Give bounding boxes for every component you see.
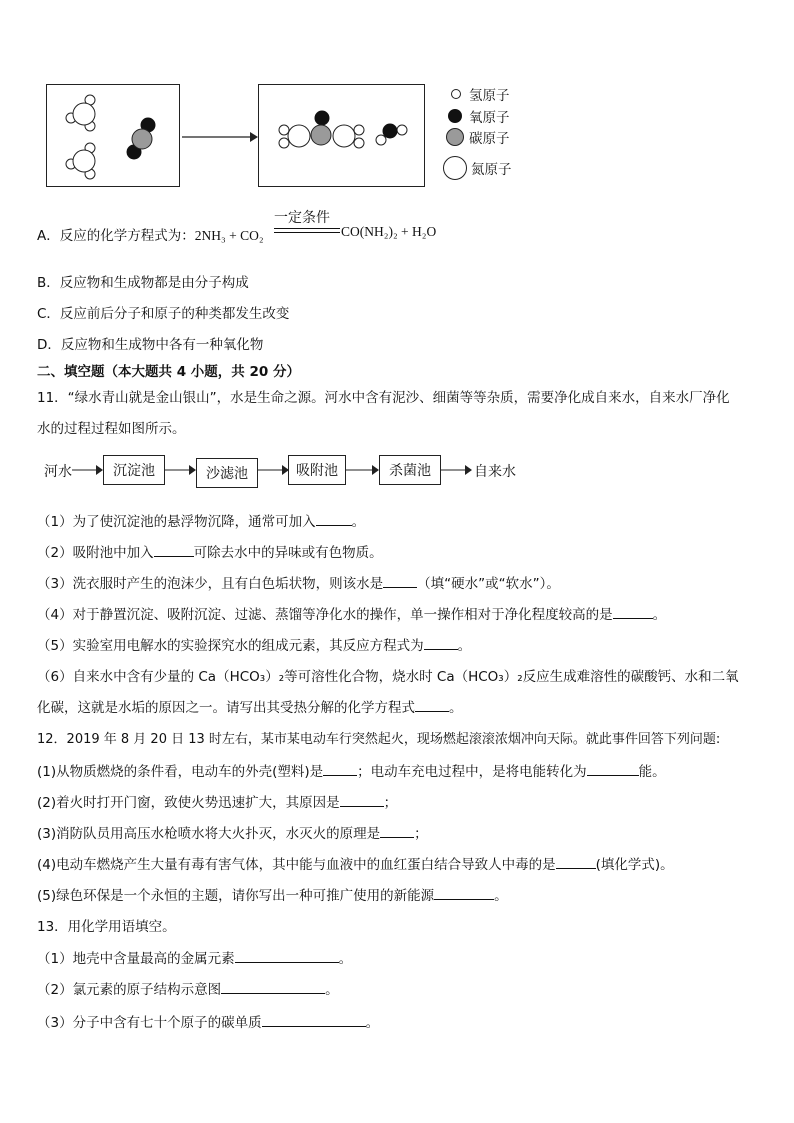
q11-part3-text: （3）洗衣服时产生的泡沫少，且有白色垢状物，则该水是 [37,576,384,592]
q12-part3-end: ； [414,826,428,842]
carbon-atom [132,129,152,149]
answer-blank[interactable] [587,761,639,776]
flow-arrow [258,463,290,477]
q11-part2-text: （2）吸附池中加入 [37,545,154,561]
carbon-atom-icon [445,127,465,147]
answer-blank[interactable] [221,979,325,994]
q12-part4-text: (4)电动车燃烧产生大量有毒有害气体，其中能与血液中的血红蛋白结合导致人中毒的是 [37,857,556,873]
legend-nitrogen [442,155,512,181]
q11-part4-end: 。 [652,607,667,623]
q13-part3-text: （3）分子中含有七十个原子的碳单质 [37,1015,262,1031]
q11-part2 [37,541,383,561]
reactants-molecules [46,84,180,187]
q11-part4-text: （4）对于静置沉淀、吸附沉淀、过滤、蒸馏等净化水的操作，单一操作相对于净化程度较高的是 [37,607,613,623]
answer-blank[interactable] [424,635,458,650]
section-title: 二、填空题（本大题共 4 小题，共 20 分） [37,364,300,380]
q11-part2-end: 可除去水中的异味或有色物质。 [193,545,383,561]
flow-arrow [346,463,380,477]
q12-part2-end: ； [383,795,398,811]
q11-part5-text: （5）实验室用电解水的实验探究水的组成元素，其反应方程式为 [37,638,424,654]
carbon-atom [311,125,331,145]
q12-part4-end: (填化学式)。 [595,857,674,873]
oxygen-atom [315,111,329,125]
nitrogen-atom [73,150,95,172]
answer-blank[interactable] [613,604,653,619]
hydrogen-atom [376,135,386,145]
products-molecules [258,84,425,187]
answer-blank[interactable] [380,823,414,838]
reaction-arrow [180,130,260,144]
q13-part2-end: 。 [325,982,339,998]
q13-part3 [37,1011,379,1031]
answer-blank[interactable] [316,511,352,526]
q11-part5-end: 。 [457,638,472,654]
q11-part3-end: （填“硬水”或“软水”）。 [417,576,560,592]
q11-part1-text: （1）为了使沉淀池的悬浮物沉降，通常可加入 [37,514,316,530]
q13-part2 [37,978,339,998]
oxygen-atom [383,124,397,138]
legend-label: 氧原子 [469,110,510,126]
q12-part5 [37,884,508,904]
flow-source: 河水 [44,464,72,480]
q12-part1-mid: ；电动车充电过程中，是将电能转化为 [357,764,587,780]
option-c: C．反应前后分子和原子的种类都发生改变 [37,306,290,322]
q12-part3 [37,822,428,842]
flow-arrow [441,463,473,477]
equation-rhs: CO(NH₂)₂ + H₂O [341,224,437,239]
q12-part5-text: (5)绿色环保是一个永恒的主题，请你写出一种可推广使用的新能源 [37,888,435,904]
q13-part1-text: （1）地壳中含量最高的金属元素 [37,951,235,967]
answer-blank[interactable] [383,573,417,588]
q12-part1-end: 能。 [638,764,666,780]
q11-part3 [37,572,560,592]
q11-part1-end: 。 [351,514,366,530]
equation-lhs: 2NH₃ + CO₂ [194,228,264,243]
equation-double-line [274,228,340,233]
hydrogen-atom-icon [448,86,464,102]
q13-part2-text: （2）氯元素的原子结构示意图 [37,982,222,998]
flow-arrow [72,463,104,477]
legend-label: 碳原子 [469,131,510,147]
answer-blank[interactable] [556,854,596,869]
hydrogen-atom [354,125,364,135]
q13-part1 [37,947,352,967]
q12-stem: 12．2019 年 8 月 20 日 13 时左右，某市某电动车行突然起火，现场燃起滚滚浓烟冲向天际。就此事件回答下列问题: [37,732,721,747]
q11-part6-line2 [37,696,463,716]
option-b: B．反应物和生成物都是由分子构成 [37,275,249,291]
hydrogen-atom [354,138,364,148]
q11-part6-line1: （6）自来水中含有少量的 Ca（HCO₃）₂等可溶性化合物，烧水时 Ca（HCO₃）₂反应生成难溶性的碳酸钙、水和二氧 [37,669,739,685]
flow-step-sand-filter: 沙滤池 [196,458,258,488]
q11-part6-end: 。 [449,700,463,716]
option-a-prefix: A．反应的化学方程式为： [37,228,195,244]
q12-part2 [37,791,397,811]
flow-step-adsorption: 吸附池 [288,455,346,485]
hydrogen-atom [279,125,289,135]
q11-stem-line2: 水的过程过程如图所示。 [37,421,186,437]
answer-blank[interactable] [262,1012,366,1027]
answer-blank[interactable] [340,792,384,807]
q13-part1-end: 。 [338,951,353,967]
q11-part6-text: 化碳，这就是水垢的原因之一。请写出其受热分解的化学方程式 [37,700,415,716]
answer-blank[interactable] [434,885,494,900]
legend-carbon [445,127,510,147]
q12-part2-text: (2)着火时打开门窗，致使火势迅速扩大，其原因是 [37,795,340,811]
q11-part4 [37,603,666,623]
hydrogen-atom [279,138,289,148]
q12-part1-text: (1)从物质燃烧的条件看，电动车的外壳(塑料)是 [37,764,324,780]
legend-oxygen [446,106,510,126]
nitrogen-atom [333,125,355,147]
legend-label: 氮原子 [471,162,512,178]
oxygen-atom-icon [446,107,464,125]
answer-blank[interactable] [415,697,449,712]
equation-condition: 一定条件 [274,210,330,226]
hydrogen-atom [397,125,407,135]
q12-part5-end: 。 [494,888,508,904]
q12-part1 [37,760,666,780]
answer-blank[interactable] [323,761,357,776]
q11-part1 [37,510,365,530]
q13-part3-end: 。 [365,1015,380,1031]
q12-part3-text: (3)消防队员用高压水枪喷水将大火扑灭，水灭火的原理是 [37,826,381,842]
q13-stem: 13．用化学用语填空。 [37,919,176,935]
answer-blank[interactable] [154,542,194,557]
flow-arrow [165,463,197,477]
flow-step-sedimentation: 沉淀池 [103,455,165,485]
legend-hydrogen [448,84,510,104]
nitrogen-atom-icon [442,155,468,181]
nitrogen-atom [73,103,95,125]
flow-output: 自来水 [474,464,516,480]
nitrogen-atom [288,125,310,147]
legend-label: 氢原子 [469,88,510,104]
q11-stem-line1: 11．“绿水青山就是金山银山”，水是生命之源。河水中含有泥沙、细菌等等杂质，需要净化成自来水，自来水厂净化 [37,390,730,406]
option-d: D．反应物和生成物中各有一种氧化物 [37,337,264,353]
q11-part5 [37,634,471,654]
option-a [37,224,264,244]
flow-step-sterilization: 杀菌池 [379,455,441,485]
q12-part4 [37,853,674,873]
answer-blank[interactable] [235,948,339,963]
